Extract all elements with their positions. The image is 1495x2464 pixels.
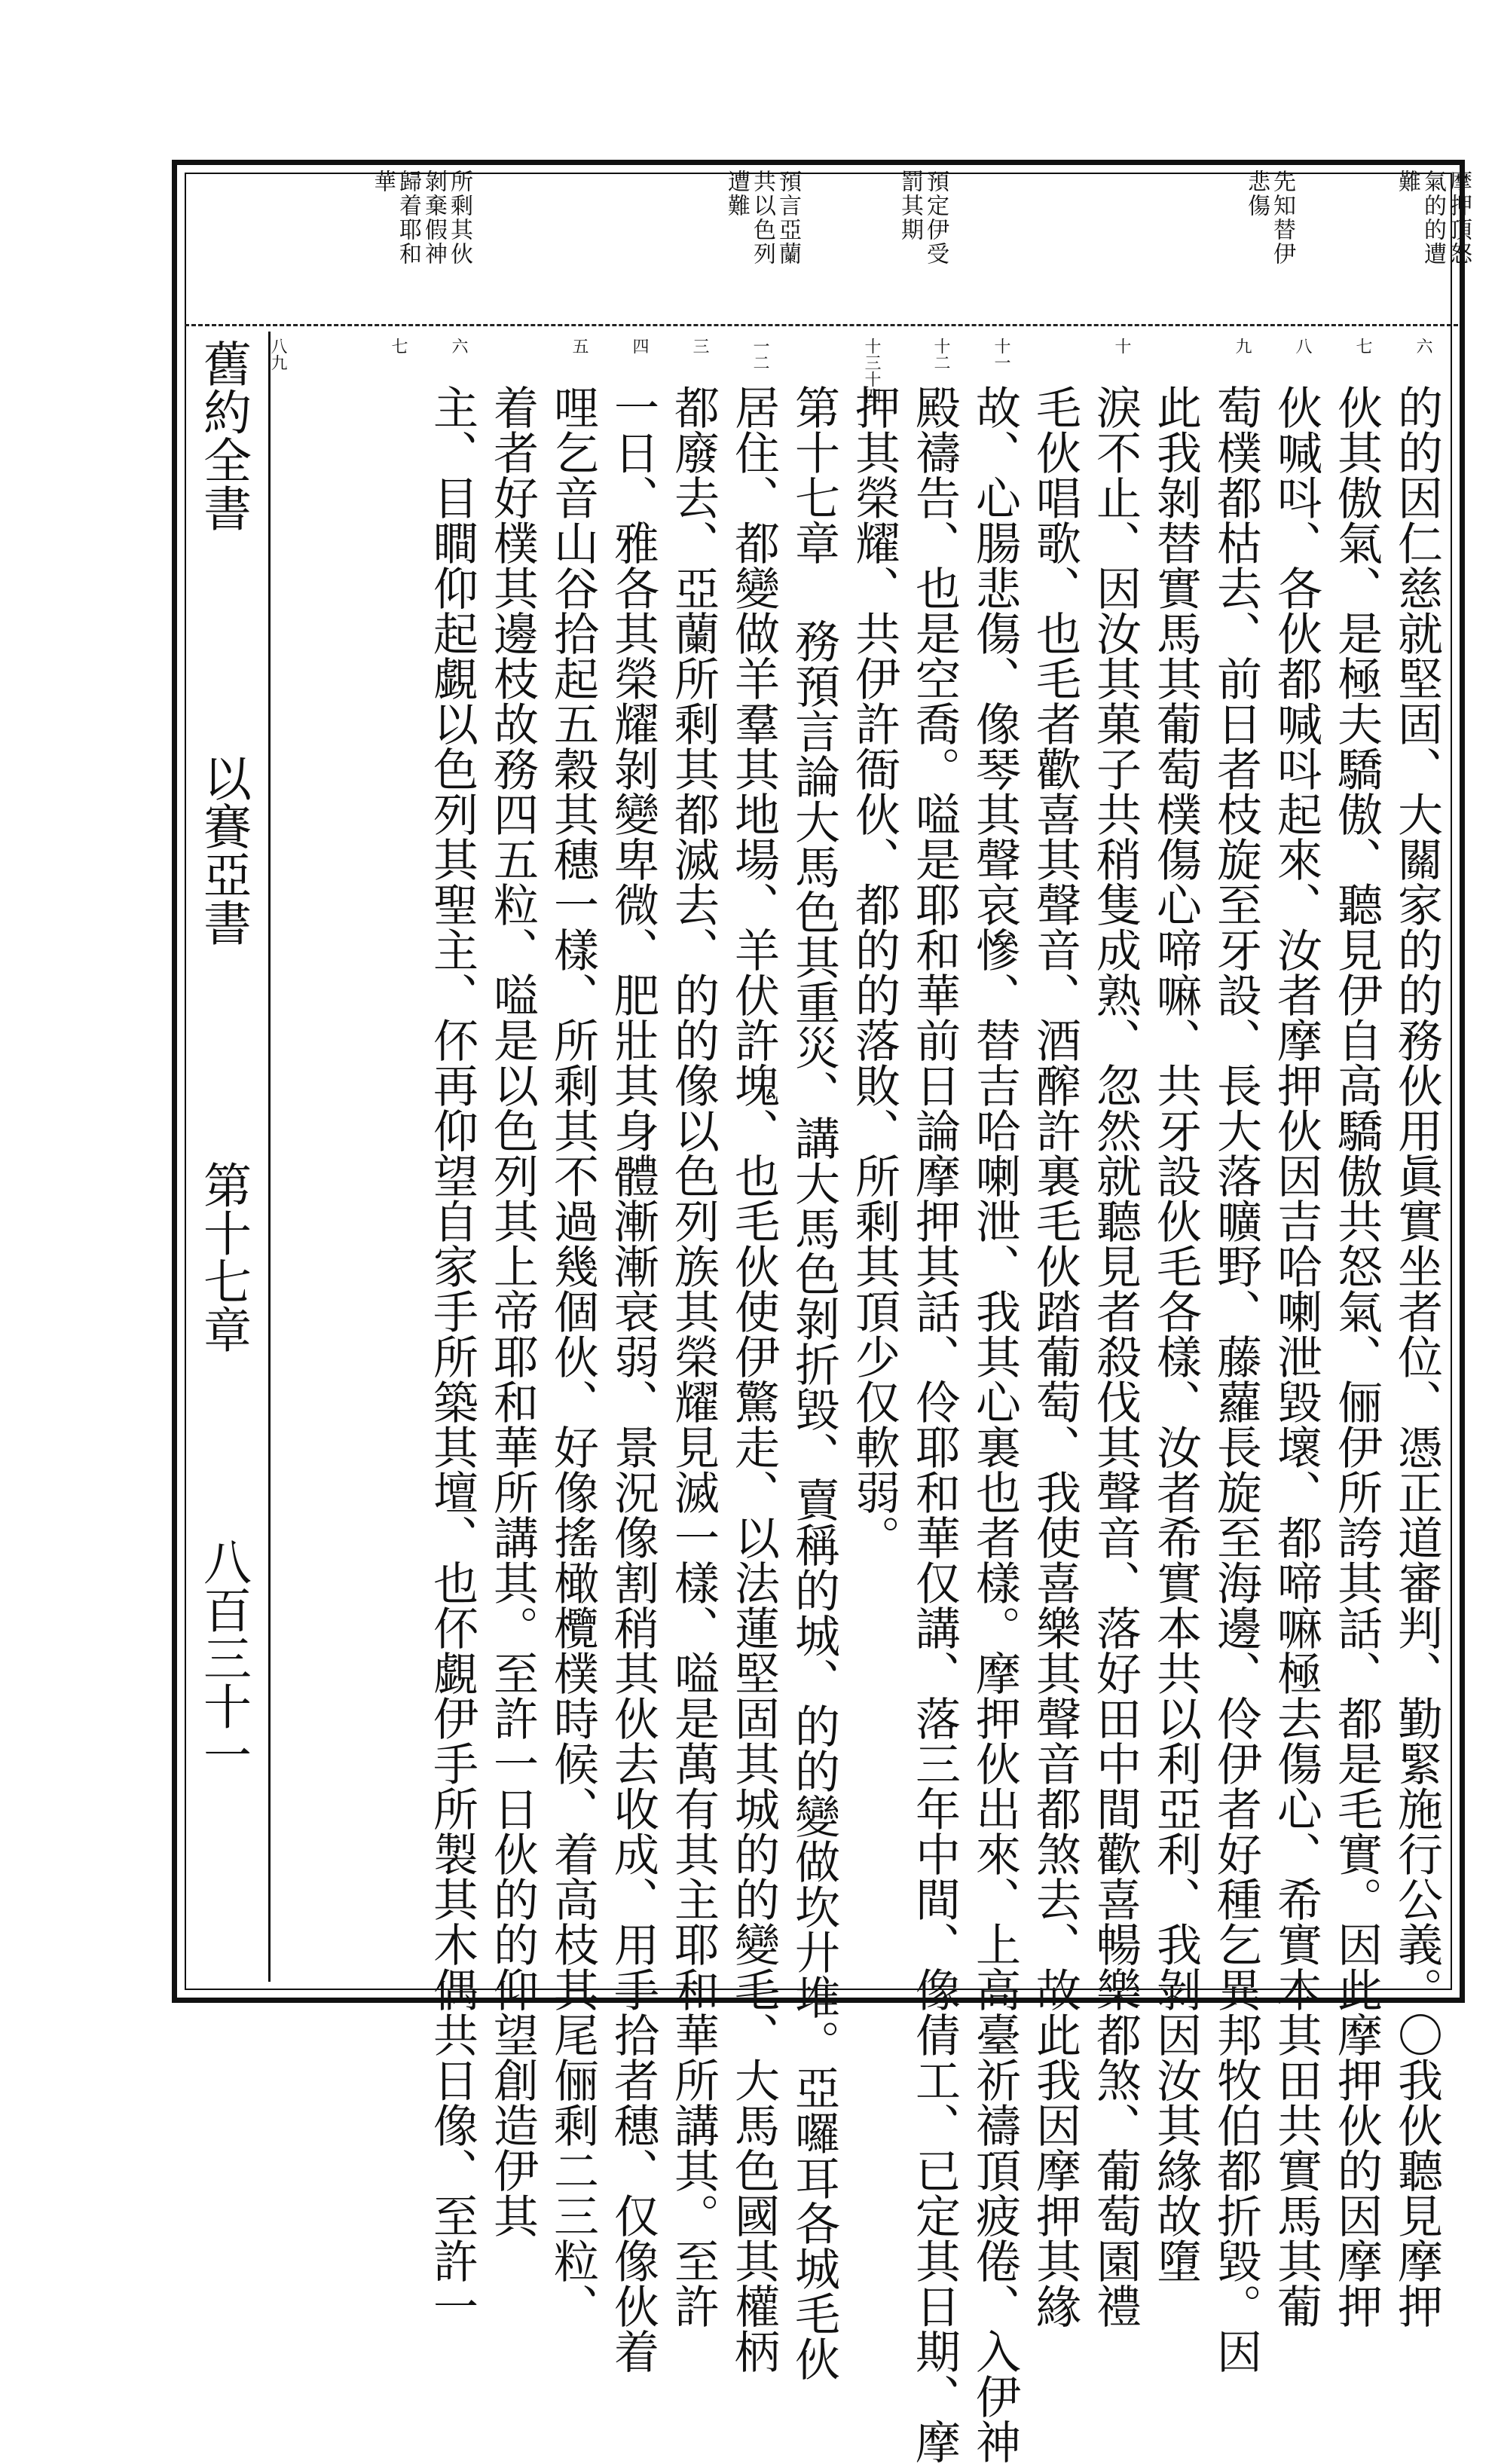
section-title: 以賽亞書 [195, 754, 251, 946]
text-column: 居住、都變做羊羣其地場、羊伏許塊、也毛伙使伊驚走、以法蓮堅固其城的的變毛、大馬色國其權柄 [727, 384, 780, 2374]
text-column: 伙其傲氣、是極夫驕傲、聽見伊自高驕傲共怒氣、俪伊所誇其話、都是毛實。因此摩押伙的因摩押 [1330, 384, 1383, 2328]
verse-number: 三 [690, 338, 709, 354]
chapter-label: 第十七章 [195, 1160, 251, 1353]
text-column: 主、目瞷仰起覷以色列其聖主、伓再仰望自家手所築其壇、也伓覷伊手所製其木偶共日像、至許一 [426, 384, 478, 2328]
text-column: 毛伙唱歌、也毛者歡喜其聲音、酒醡許裏毛伙踏葡萄、我使喜樂其聲音都煞去、故此我因摩押其緣 [1029, 384, 1081, 2328]
verse-number: 六 [1414, 338, 1432, 354]
header-divider [185, 324, 1458, 326]
verse-number: 九 [1233, 338, 1252, 354]
verse-number: 十 [1112, 338, 1131, 354]
text-column: 殿禱告、也是空喬。嗌是耶和華前日論摩押其話、伶耶和華仅講、落三年中間、像倩工、已定其日期、摩 [908, 384, 961, 2464]
verse-number: 八九 [268, 338, 287, 371]
text-column: 萄樸都枯去、前日者枝旋至牙設、長大落曠野、藤蘿長旋至海邊、伶伊者好種乞異邦牧伯都折毀。因 [1209, 384, 1262, 2374]
text-column: 此我剝替實馬其葡萄樸傷心啼嘛、共牙設伙毛各樣、汝者希實本共以利亞利、我剝因汝其緣故墮 [1149, 384, 1202, 2283]
verse-number: 十三十四 [862, 338, 881, 404]
page-number: 八百三十一 [195, 1537, 251, 1778]
text-column: 哩乞音山谷拾起五穀其穗一樣、所剩其不過幾個伙、好像搖橄欖樸時候、着高枝其尾俪剩二三粒、 [546, 384, 599, 2328]
verse-number: 四 [630, 338, 649, 354]
note-prophet-grieves: 先知替伊 悲傷 [1243, 170, 1295, 266]
verse-number: 六 [449, 338, 468, 354]
text-column: 第十七章 務預言論大馬色其重災、講大馬色剝折毀、賣稱的城、的的變做坎廾堆。亞囉耳各城毛伙 [787, 384, 840, 2381]
verse-number: 八 [1293, 338, 1312, 354]
verse-number: 五 [570, 338, 589, 354]
note-moab-wrath: 摩押頂怒 氣的的遭 難 [1394, 170, 1472, 266]
text-column: 一日、雅各其榮耀剝變卑微、肥壯其身體漸漸衰弱、景況像割稍其伙去收成、用手拾者穗、仅像伙着 [607, 384, 659, 2374]
running-head [178, 332, 271, 1982]
text-column: 着者好樸其邊枝故務四五粒、嗌是以色列其上帝耶和華所講其。至許一日伙的的仰望創造伊其 [486, 384, 539, 2238]
note-remnant: 所剩其伙 剝棄假神 歸着耶和 華 [369, 170, 472, 266]
text-column: 都廢去、亞蘭所剩其都滅去、的的像以色列族其榮耀見滅一樣、嗌是萬有其主耶和華所講其。至許 [667, 384, 720, 2328]
book-title: 舊約全書 [195, 339, 251, 532]
verse-number-row [196, 338, 1447, 404]
verse-number: 一二 [751, 338, 769, 371]
header-notes [196, 170, 1472, 324]
verse-number: 七 [1353, 338, 1372, 354]
text-column: 故、心腸悲傷、像琴其聲哀慘、替吉哈喇泄、我其心裏也者樣。摩押伙出來、上高臺祈禱頂疲倦、入伊神 [968, 384, 1021, 2464]
note-aram-israel: 預言亞蘭 共以色列 遭難 [723, 170, 801, 266]
verse-number: 十一 [992, 338, 1010, 371]
verse-number: 七 [389, 338, 408, 354]
note-appointed-time: 預定伊受 罰其期 [897, 170, 949, 266]
text-column: 押其榮耀、共伊許衙伙、都的的落敗、所剩其頂少仅軟弱。 [848, 384, 900, 1560]
text-column: 伙喊呌、各伙都喊呌起來、汝者摩押伙因吉哈喇泄毀壞、都啼嘛極去傷心、希實本其田共實馬其葡 [1270, 384, 1322, 2328]
verse-number: 十二 [931, 338, 950, 371]
main-text [271, 384, 1447, 2464]
text-column: 的的因仁慈就堅固、大關家的的務伙用眞實坐者位、憑正道審判、勤緊施行公義。〇我伙聽見摩押 [1390, 384, 1443, 2328]
text-column: 淚不止、因汝其菓子共稍隻成熟、忽然就聽見者殺伐其聲音、落好田中間歡喜暢樂都煞、葡萄園禮 [1089, 384, 1142, 2328]
